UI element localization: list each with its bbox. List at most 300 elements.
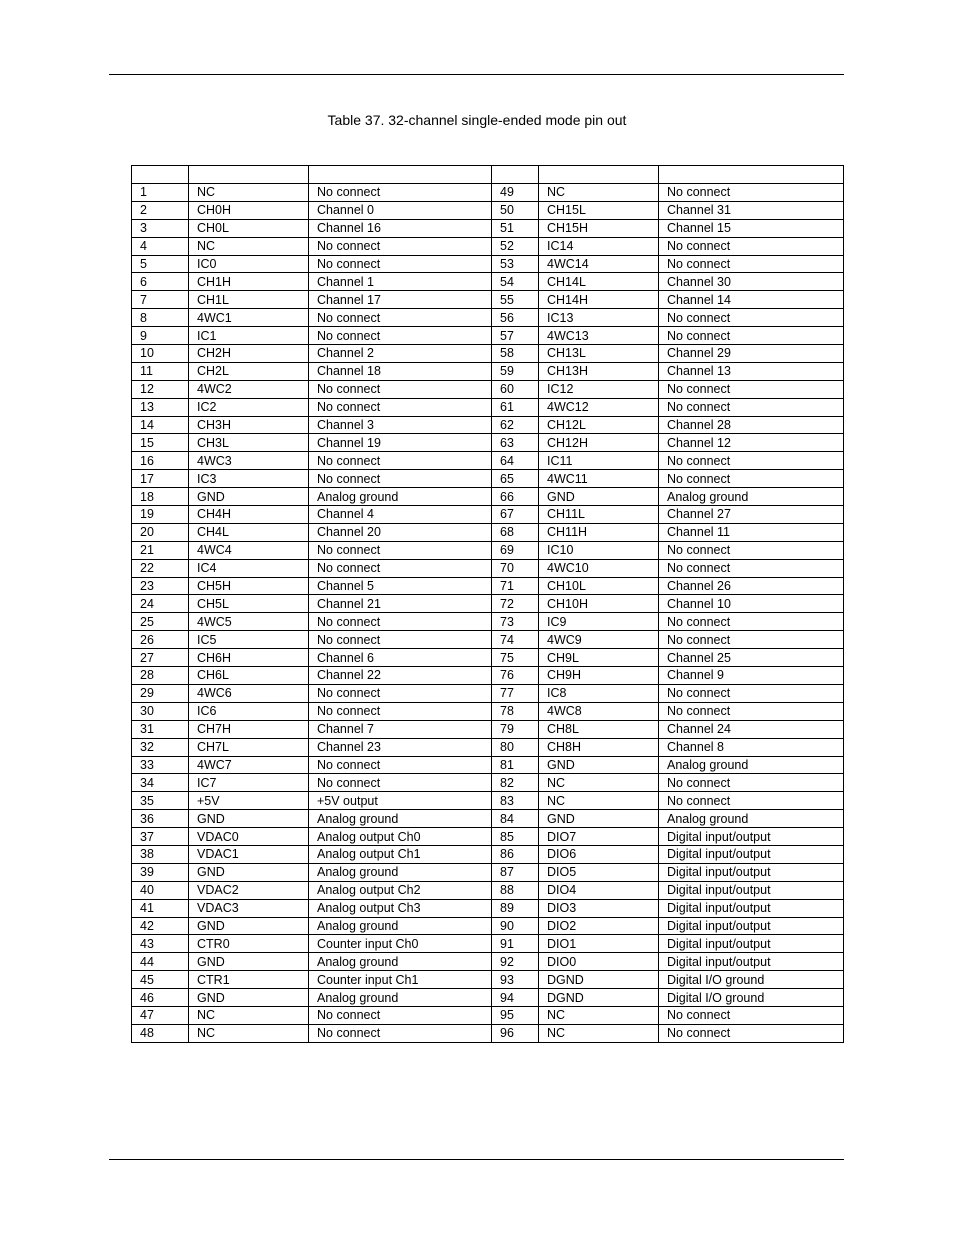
table-row xyxy=(132,738,844,756)
signal-name-cell: DIO3 xyxy=(539,899,659,917)
signal-name-cell: DIO4 xyxy=(539,881,659,899)
pin-description-cell: No connect xyxy=(659,1024,844,1042)
table-title: Table 37. 32-channel single-ended mode pin out xyxy=(327,112,627,128)
table-row xyxy=(132,971,844,989)
pin-description-cell: Analog ground xyxy=(309,810,492,828)
pin-number-cell: 46 xyxy=(132,989,189,1007)
signal-name-cell: CH12H xyxy=(539,434,659,452)
signal-name-cell: CH3L xyxy=(189,434,309,452)
pin-description-cell: Analog ground xyxy=(659,488,844,506)
table-row xyxy=(132,667,844,685)
pin-description-cell: Channel 10 xyxy=(659,595,844,613)
signal-name-cell: IC8 xyxy=(539,684,659,702)
pin-description-cell: No connect xyxy=(309,684,492,702)
signal-name-cell: IC9 xyxy=(539,613,659,631)
pin-description-cell: Channel 6 xyxy=(309,649,492,667)
header-cell xyxy=(189,166,309,184)
pin-description-cell: No connect xyxy=(659,237,844,255)
pin-description-cell: Channel 19 xyxy=(309,434,492,452)
table-row xyxy=(132,523,844,541)
pin-number-cell: 27 xyxy=(132,649,189,667)
signal-name-cell: GND xyxy=(539,756,659,774)
signal-name-cell: GND xyxy=(189,863,309,881)
signal-name-cell: DIO1 xyxy=(539,935,659,953)
pin-description-cell: Channel 2 xyxy=(309,345,492,363)
table-row xyxy=(132,792,844,810)
signal-name-cell: IC4 xyxy=(189,559,309,577)
table-row xyxy=(132,613,844,631)
pin-number-cell: 11 xyxy=(132,362,189,380)
pin-number-cell: 4 xyxy=(132,237,189,255)
signal-name-cell: CH13H xyxy=(539,362,659,380)
pin-description-cell: No connect xyxy=(659,398,844,416)
signal-name-cell: CH10L xyxy=(539,577,659,595)
pin-description-cell: No connect xyxy=(659,613,844,631)
signal-name-cell: CTR0 xyxy=(189,935,309,953)
pin-description-cell: Analog output Ch1 xyxy=(309,845,492,863)
pin-description-cell: Digital input/output xyxy=(659,953,844,971)
pin-number-cell: 29 xyxy=(132,684,189,702)
pin-description-cell: Digital input/output xyxy=(659,863,844,881)
pin-description-cell: Channel 4 xyxy=(309,506,492,524)
pin-number-cell: 86 xyxy=(492,845,539,863)
pin-number-cell: 55 xyxy=(492,291,539,309)
pin-number-cell: 36 xyxy=(132,810,189,828)
pin-description-cell: Channel 1 xyxy=(309,273,492,291)
table-row xyxy=(132,219,844,237)
pin-description-cell: No connect xyxy=(659,327,844,345)
pin-number-cell: 25 xyxy=(132,613,189,631)
signal-name-cell: DIO2 xyxy=(539,917,659,935)
pin-number-cell: 16 xyxy=(132,452,189,470)
pin-number-cell: 66 xyxy=(492,488,539,506)
signal-name-cell: GND xyxy=(189,989,309,1007)
signal-name-cell: 4WC4 xyxy=(189,541,309,559)
pin-description-cell: No connect xyxy=(659,184,844,202)
pin-number-cell: 77 xyxy=(492,684,539,702)
signal-name-cell: DIO6 xyxy=(539,845,659,863)
table-row xyxy=(132,452,844,470)
signal-name-cell: IC14 xyxy=(539,237,659,255)
table-row xyxy=(132,828,844,846)
pin-description-cell: No connect xyxy=(659,452,844,470)
table-body xyxy=(132,184,844,1043)
signal-name-cell: CH15L xyxy=(539,201,659,219)
pin-number-cell: 50 xyxy=(492,201,539,219)
pin-number-cell: 63 xyxy=(492,434,539,452)
signal-name-cell: GND xyxy=(189,488,309,506)
pin-description-cell: No connect xyxy=(309,398,492,416)
signal-name-cell: IC5 xyxy=(189,631,309,649)
pin-number-cell: 5 xyxy=(132,255,189,273)
pin-description-cell: Channel 9 xyxy=(659,667,844,685)
signal-name-cell: 4WC9 xyxy=(539,631,659,649)
signal-name-cell: CH3H xyxy=(189,416,309,434)
pin-description-cell: No connect xyxy=(659,684,844,702)
pin-number-cell: 85 xyxy=(492,828,539,846)
pin-number-cell: 87 xyxy=(492,863,539,881)
pin-description-cell: No connect xyxy=(659,792,844,810)
pin-description-cell: Channel 13 xyxy=(659,362,844,380)
pin-description-cell: No connect xyxy=(309,559,492,577)
pin-number-cell: 30 xyxy=(132,702,189,720)
pin-number-cell: 44 xyxy=(132,953,189,971)
pin-description-cell: No connect xyxy=(309,255,492,273)
signal-name-cell: 4WC11 xyxy=(539,470,659,488)
table-row xyxy=(132,541,844,559)
pin-number-cell: 49 xyxy=(492,184,539,202)
pin-number-cell: 12 xyxy=(132,380,189,398)
pin-number-cell: 20 xyxy=(132,523,189,541)
table-header xyxy=(132,166,844,184)
pin-number-cell: 59 xyxy=(492,362,539,380)
table-row xyxy=(132,470,844,488)
pin-number-cell: 47 xyxy=(132,1006,189,1024)
signal-name-cell: CH1L xyxy=(189,291,309,309)
pin-description-cell: No connect xyxy=(659,541,844,559)
signal-name-cell: CH13L xyxy=(539,345,659,363)
table-row xyxy=(132,237,844,255)
pin-number-cell: 72 xyxy=(492,595,539,613)
pin-number-cell: 60 xyxy=(492,380,539,398)
pin-number-cell: 18 xyxy=(132,488,189,506)
table-row xyxy=(132,506,844,524)
pin-number-cell: 48 xyxy=(132,1024,189,1042)
signal-name-cell: CH11H xyxy=(539,523,659,541)
signal-name-cell: CH4L xyxy=(189,523,309,541)
signal-name-cell: IC13 xyxy=(539,309,659,327)
table-row xyxy=(132,488,844,506)
table-row xyxy=(132,345,844,363)
table-row xyxy=(132,255,844,273)
pin-description-cell: Channel 29 xyxy=(659,345,844,363)
pin-description-cell: Analog ground xyxy=(309,488,492,506)
pin-number-cell: 71 xyxy=(492,577,539,595)
signal-name-cell: NC xyxy=(539,1024,659,1042)
signal-name-cell: 4WC14 xyxy=(539,255,659,273)
table-row xyxy=(132,774,844,792)
pin-description-cell: No connect xyxy=(659,255,844,273)
pin-number-cell: 21 xyxy=(132,541,189,559)
pin-description-cell: Channel 31 xyxy=(659,201,844,219)
pin-description-cell: Channel 15 xyxy=(659,219,844,237)
pin-number-cell: 35 xyxy=(132,792,189,810)
signal-name-cell: NC xyxy=(539,1006,659,1024)
table-row xyxy=(132,881,844,899)
table-row xyxy=(132,631,844,649)
signal-name-cell: CH12L xyxy=(539,416,659,434)
pin-description-cell: Analog ground xyxy=(309,917,492,935)
signal-name-cell: CH8H xyxy=(539,738,659,756)
signal-name-cell: 4WC10 xyxy=(539,559,659,577)
pin-number-cell: 45 xyxy=(132,971,189,989)
signal-name-cell: +5V xyxy=(189,792,309,810)
pin-description-cell: Counter input Ch0 xyxy=(309,935,492,953)
signal-name-cell: CH0L xyxy=(189,219,309,237)
signal-name-cell: VDAC2 xyxy=(189,881,309,899)
pin-out-table xyxy=(131,165,844,1043)
pin-description-cell: No connect xyxy=(309,756,492,774)
pin-number-cell: 31 xyxy=(132,720,189,738)
pin-number-cell: 73 xyxy=(492,613,539,631)
pin-number-cell: 22 xyxy=(132,559,189,577)
signal-name-cell: IC12 xyxy=(539,380,659,398)
pin-number-cell: 13 xyxy=(132,398,189,416)
pin-number-cell: 39 xyxy=(132,863,189,881)
pin-number-cell: 6 xyxy=(132,273,189,291)
pin-description-cell: No connect xyxy=(309,309,492,327)
pin-number-cell: 38 xyxy=(132,845,189,863)
header-cell xyxy=(659,166,844,184)
pin-description-cell: No connect xyxy=(659,631,844,649)
pin-number-cell: 1 xyxy=(132,184,189,202)
signal-name-cell: CH0H xyxy=(189,201,309,219)
pin-number-cell: 17 xyxy=(132,470,189,488)
pin-description-cell: Analog output Ch0 xyxy=(309,828,492,846)
pin-description-cell: Channel 17 xyxy=(309,291,492,309)
table-row xyxy=(132,380,844,398)
signal-name-cell: 4WC8 xyxy=(539,702,659,720)
pin-description-cell: Digital input/output xyxy=(659,917,844,935)
signal-name-cell: NC xyxy=(539,792,659,810)
signal-name-cell: IC1 xyxy=(189,327,309,345)
signal-name-cell: CH5L xyxy=(189,595,309,613)
signal-name-cell: CH4H xyxy=(189,506,309,524)
pin-number-cell: 8 xyxy=(132,309,189,327)
pin-number-cell: 92 xyxy=(492,953,539,971)
signal-name-cell: DIO0 xyxy=(539,953,659,971)
pin-number-cell: 81 xyxy=(492,756,539,774)
signal-name-cell: 4WC12 xyxy=(539,398,659,416)
signal-name-cell: DIO5 xyxy=(539,863,659,881)
pin-description-cell: No connect xyxy=(659,774,844,792)
pin-number-cell: 69 xyxy=(492,541,539,559)
pin-description-cell: Channel 7 xyxy=(309,720,492,738)
pin-description-cell: Analog ground xyxy=(659,756,844,774)
pin-description-cell: Digital I/O ground xyxy=(659,971,844,989)
header-cell xyxy=(492,166,539,184)
pin-description-cell: No connect xyxy=(309,380,492,398)
pin-description-cell: Digital input/output xyxy=(659,845,844,863)
pin-description-cell: Channel 20 xyxy=(309,523,492,541)
table-row xyxy=(132,416,844,434)
signal-name-cell: IC7 xyxy=(189,774,309,792)
pin-number-cell: 54 xyxy=(492,273,539,291)
pin-description-cell: Digital input/output xyxy=(659,828,844,846)
table-row xyxy=(132,327,844,345)
pin-description-cell: Channel 27 xyxy=(659,506,844,524)
pin-description-cell: Channel 26 xyxy=(659,577,844,595)
pin-number-cell: 82 xyxy=(492,774,539,792)
pin-description-cell: Analog ground xyxy=(309,989,492,1007)
table-row xyxy=(132,810,844,828)
pin-number-cell: 40 xyxy=(132,881,189,899)
pin-description-cell: Digital input/output xyxy=(659,935,844,953)
signal-name-cell: GND xyxy=(539,488,659,506)
pin-number-cell: 91 xyxy=(492,935,539,953)
table-row xyxy=(132,684,844,702)
signal-name-cell: 4WC1 xyxy=(189,309,309,327)
pin-number-cell: 14 xyxy=(132,416,189,434)
table-row xyxy=(132,184,844,202)
signal-name-cell: NC xyxy=(189,1006,309,1024)
pin-description-cell: No connect xyxy=(659,702,844,720)
pin-description-cell: No connect xyxy=(309,702,492,720)
pin-description-cell: Channel 5 xyxy=(309,577,492,595)
signal-name-cell: NC xyxy=(539,774,659,792)
table-row xyxy=(132,720,844,738)
signal-name-cell: CH11L xyxy=(539,506,659,524)
signal-name-cell: DGND xyxy=(539,989,659,1007)
pin-description-cell: +5V output xyxy=(309,792,492,810)
signal-name-cell: IC10 xyxy=(539,541,659,559)
pin-description-cell: Digital input/output xyxy=(659,899,844,917)
table-row xyxy=(132,953,844,971)
pin-number-cell: 7 xyxy=(132,291,189,309)
pin-number-cell: 62 xyxy=(492,416,539,434)
signal-name-cell: CH14L xyxy=(539,273,659,291)
table-row xyxy=(132,291,844,309)
pin-description-cell: Channel 14 xyxy=(659,291,844,309)
table-row xyxy=(132,398,844,416)
pin-number-cell: 19 xyxy=(132,506,189,524)
pin-number-cell: 88 xyxy=(492,881,539,899)
signal-name-cell: 4WC2 xyxy=(189,380,309,398)
pin-description-cell: Digital input/output xyxy=(659,881,844,899)
signal-name-cell: 4WC5 xyxy=(189,613,309,631)
pin-number-cell: 79 xyxy=(492,720,539,738)
table-row xyxy=(132,756,844,774)
table-row xyxy=(132,989,844,1007)
header-cell xyxy=(132,166,189,184)
signal-name-cell: GND xyxy=(189,953,309,971)
signal-name-cell: CH15H xyxy=(539,219,659,237)
pin-description-cell: No connect xyxy=(309,452,492,470)
pin-description-cell: No connect xyxy=(309,327,492,345)
signal-name-cell: CH10H xyxy=(539,595,659,613)
pin-description-cell: Analog output Ch3 xyxy=(309,899,492,917)
pin-description-cell: No connect xyxy=(309,470,492,488)
pin-description-cell: No connect xyxy=(309,631,492,649)
signal-name-cell: DIO7 xyxy=(539,828,659,846)
pin-number-cell: 53 xyxy=(492,255,539,273)
pin-number-cell: 33 xyxy=(132,756,189,774)
pin-number-cell: 93 xyxy=(492,971,539,989)
signal-name-cell: 4WC13 xyxy=(539,327,659,345)
signal-name-cell: NC xyxy=(539,184,659,202)
pin-description-cell: Analog output Ch2 xyxy=(309,881,492,899)
signal-name-cell: CTR1 xyxy=(189,971,309,989)
table-row xyxy=(132,595,844,613)
pin-description-cell: Analog ground xyxy=(659,810,844,828)
pin-description-cell: Channel 18 xyxy=(309,362,492,380)
pin-description-cell: Channel 25 xyxy=(659,649,844,667)
pin-description-cell: No connect xyxy=(309,774,492,792)
pin-description-cell: Channel 22 xyxy=(309,667,492,685)
pin-description-cell: No connect xyxy=(659,470,844,488)
signal-name-cell: VDAC0 xyxy=(189,828,309,846)
signal-name-cell: VDAC3 xyxy=(189,899,309,917)
pin-number-cell: 70 xyxy=(492,559,539,577)
table-row xyxy=(132,273,844,291)
signal-name-cell: CH7L xyxy=(189,738,309,756)
pin-number-cell: 52 xyxy=(492,237,539,255)
pin-number-cell: 96 xyxy=(492,1024,539,1042)
pin-number-cell: 89 xyxy=(492,899,539,917)
pin-number-cell: 51 xyxy=(492,219,539,237)
pin-description-cell: Channel 23 xyxy=(309,738,492,756)
pin-description-cell: Channel 0 xyxy=(309,201,492,219)
pin-number-cell: 9 xyxy=(132,327,189,345)
signal-name-cell: CH7H xyxy=(189,720,309,738)
pin-number-cell: 95 xyxy=(492,1006,539,1024)
pin-number-cell: 56 xyxy=(492,309,539,327)
pin-description-cell: Channel 24 xyxy=(659,720,844,738)
signal-name-cell: DGND xyxy=(539,971,659,989)
signal-name-cell: IC0 xyxy=(189,255,309,273)
signal-name-cell: IC2 xyxy=(189,398,309,416)
signal-name-cell: GND xyxy=(189,810,309,828)
pin-number-cell: 23 xyxy=(132,577,189,595)
signal-name-cell: NC xyxy=(189,237,309,255)
pin-number-cell: 68 xyxy=(492,523,539,541)
pin-number-cell: 2 xyxy=(132,201,189,219)
signal-name-cell: CH2H xyxy=(189,345,309,363)
table-row xyxy=(132,917,844,935)
pin-number-cell: 94 xyxy=(492,989,539,1007)
pin-number-cell: 78 xyxy=(492,702,539,720)
footer-rule xyxy=(109,1159,844,1160)
pin-description-cell: No connect xyxy=(659,309,844,327)
pin-number-cell: 34 xyxy=(132,774,189,792)
pin-description-cell: No connect xyxy=(309,541,492,559)
pin-number-cell: 42 xyxy=(132,917,189,935)
header-row xyxy=(132,166,844,184)
pin-number-cell: 37 xyxy=(132,828,189,846)
pin-number-cell: 15 xyxy=(132,434,189,452)
pin-description-cell: Channel 16 xyxy=(309,219,492,237)
signal-name-cell: CH6L xyxy=(189,667,309,685)
signal-name-cell: 4WC7 xyxy=(189,756,309,774)
pin-number-cell: 61 xyxy=(492,398,539,416)
pin-description-cell: No connect xyxy=(309,237,492,255)
signal-name-cell: CH1H xyxy=(189,273,309,291)
table-row xyxy=(132,434,844,452)
table-row xyxy=(132,649,844,667)
table-row xyxy=(132,702,844,720)
signal-name-cell: CH2L xyxy=(189,362,309,380)
pin-description-cell: Analog ground xyxy=(309,863,492,881)
table-row xyxy=(132,1024,844,1042)
pin-description-cell: Analog ground xyxy=(309,953,492,971)
pin-description-cell: No connect xyxy=(309,1024,492,1042)
signal-name-cell: CH9L xyxy=(539,649,659,667)
pin-number-cell: 74 xyxy=(492,631,539,649)
pin-description-cell: Channel 28 xyxy=(659,416,844,434)
signal-name-cell: CH6H xyxy=(189,649,309,667)
pin-number-cell: 90 xyxy=(492,917,539,935)
pin-description-cell: Channel 3 xyxy=(309,416,492,434)
signal-name-cell: CH5H xyxy=(189,577,309,595)
signal-name-cell: 4WC6 xyxy=(189,684,309,702)
pin-description-cell: No connect xyxy=(659,1006,844,1024)
pin-number-cell: 43 xyxy=(132,935,189,953)
pin-description-cell: Channel 11 xyxy=(659,523,844,541)
pin-description-cell: No connect xyxy=(309,1006,492,1024)
pin-description-cell: Channel 8 xyxy=(659,738,844,756)
pin-number-cell: 57 xyxy=(492,327,539,345)
table-row xyxy=(132,1006,844,1024)
